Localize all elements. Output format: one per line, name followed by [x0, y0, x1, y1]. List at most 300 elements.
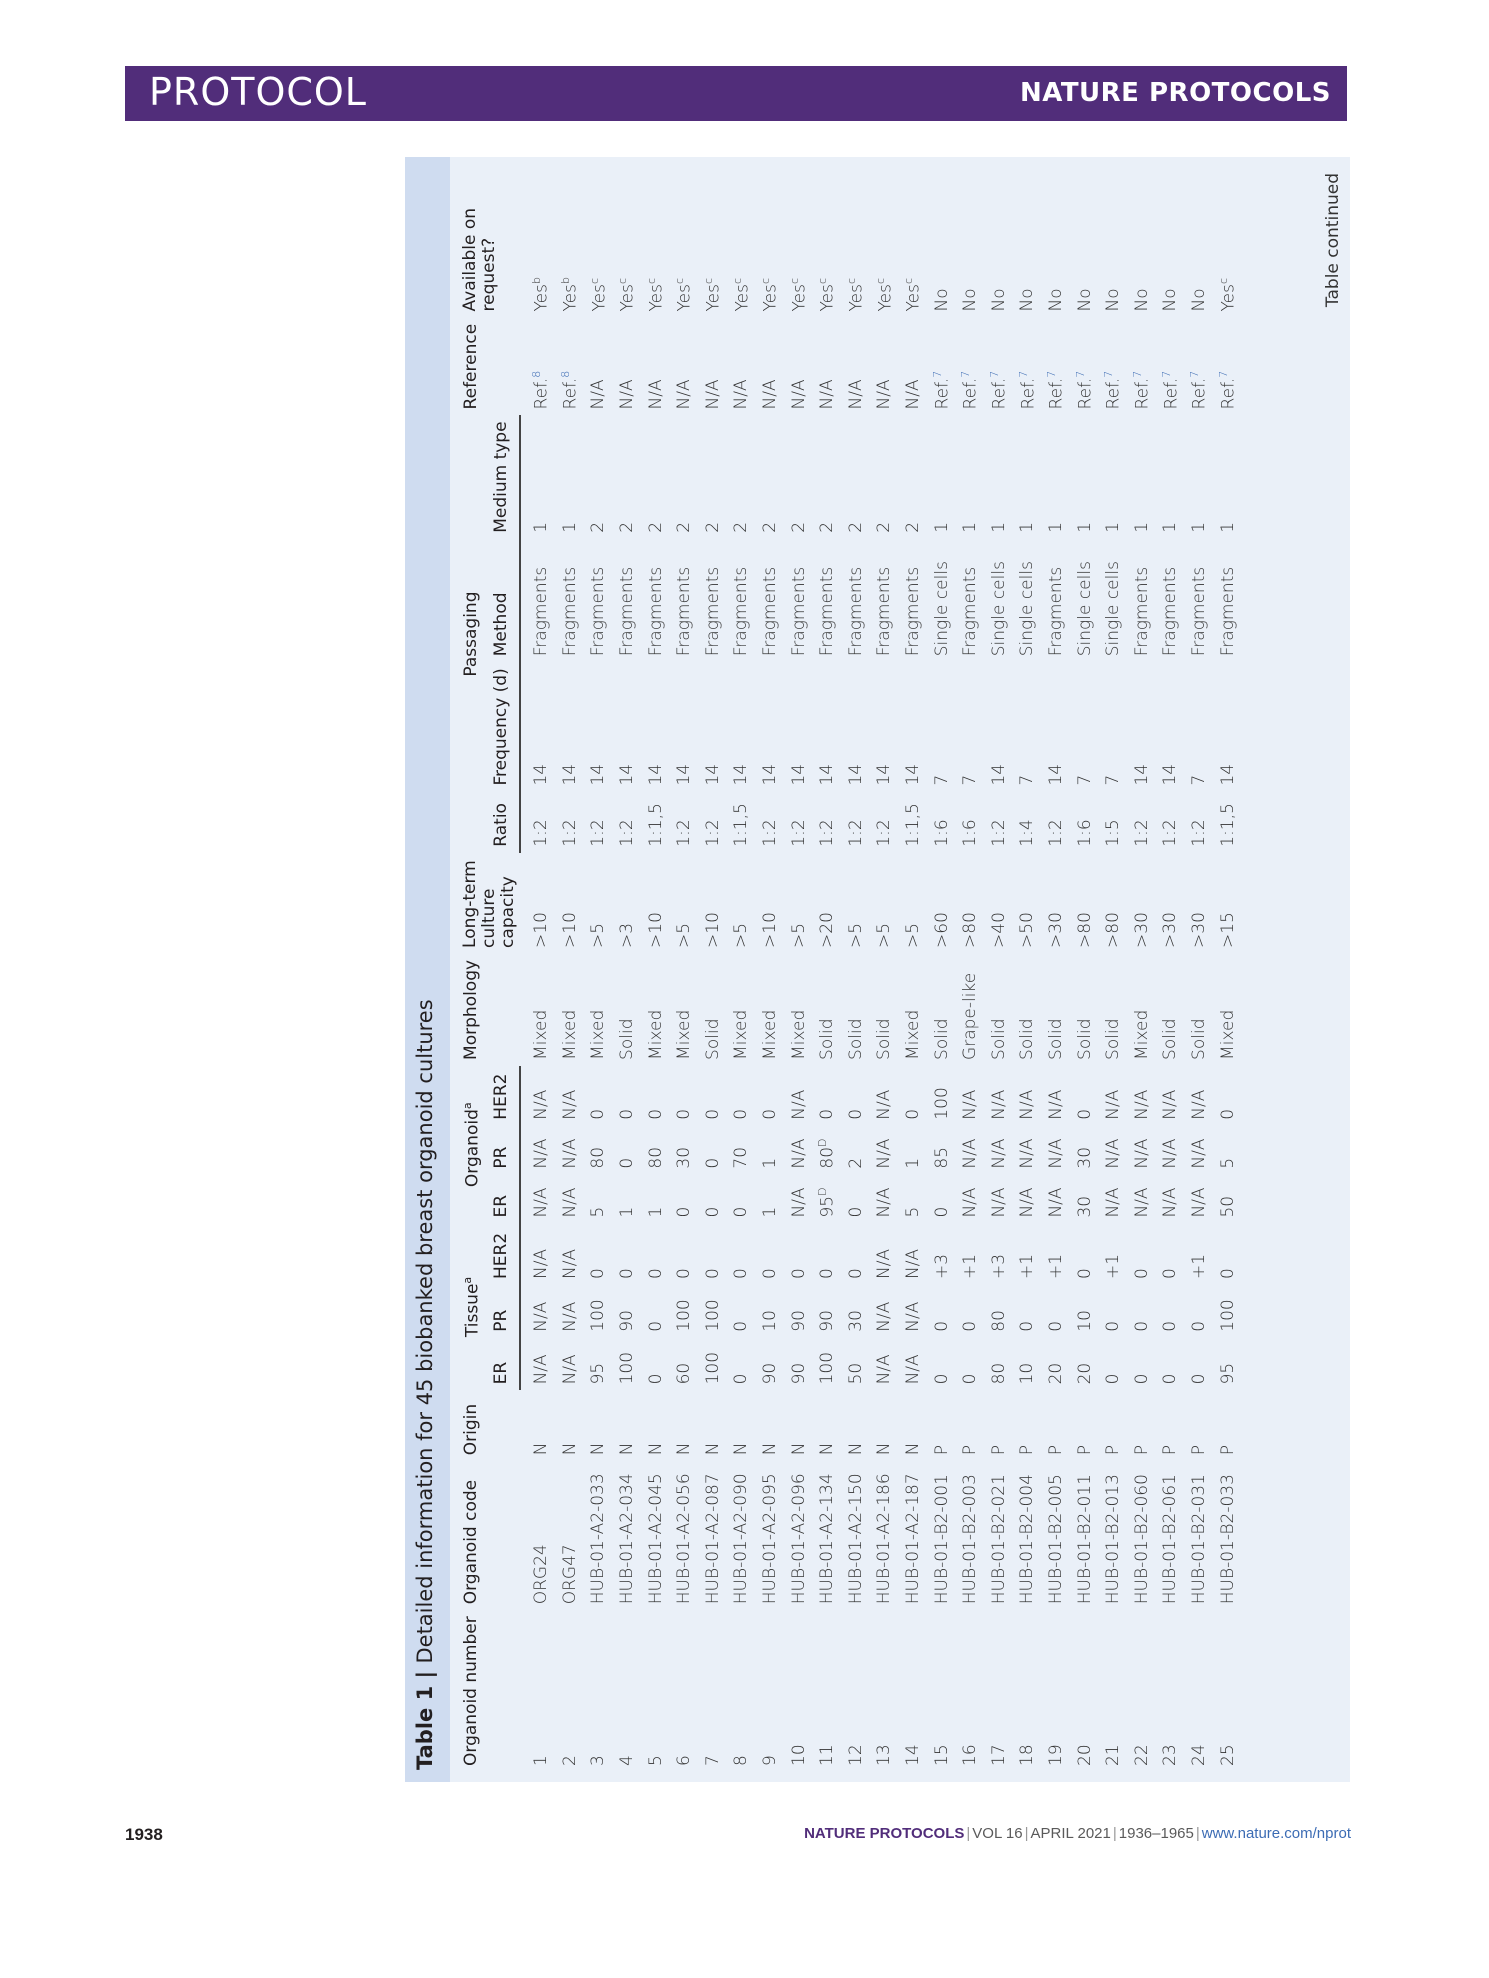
cell-tissue-pr [699, 1285, 728, 1338]
cell-tissue-pr-text: 10 [760, 1310, 781, 1332]
cell-origin [1070, 1390, 1099, 1461]
cell-origin-text: N [788, 1442, 809, 1456]
cell-origin [1156, 1390, 1185, 1461]
cell-organoid-pr [1213, 1126, 1242, 1175]
cell-organoid-pr-text: N/A [874, 1138, 895, 1169]
cell-origin [584, 1390, 613, 1461]
table-row [641, 167, 670, 1772]
cell-morphology [927, 954, 956, 1066]
cell-medium-type [641, 415, 670, 538]
cell-origin [727, 1390, 756, 1461]
cell-organoid-her2 [985, 1066, 1014, 1126]
cell-passaging-ratio-text: 1:5 [1103, 819, 1124, 847]
cell-tissue-her2 [813, 1224, 842, 1285]
cell-available [784, 167, 813, 318]
cell-morphology-text: Solid [874, 1018, 895, 1060]
cell-organoid-code-text: HUB-01-B2-001 [931, 1474, 952, 1605]
cell-origin [1185, 1390, 1214, 1461]
cell-medium-type [556, 415, 585, 538]
cell-passaging-frequency-text: 14 [731, 763, 752, 786]
cell-tissue-her2 [927, 1224, 956, 1285]
cell-passaging-frequency [1127, 662, 1156, 791]
cell-passaging-ratio-text: 1:1,5 [903, 803, 924, 847]
cell-passaging-method-text: Fragments [1131, 566, 1152, 657]
cell-tissue-pr [1042, 1285, 1071, 1338]
cell-tissue-er-text: 95 [588, 1362, 609, 1385]
cell-organoid-code-text: HUB-01-B2-031 [1188, 1474, 1209, 1605]
cell-available [1213, 167, 1242, 318]
cell-origin [927, 1390, 956, 1461]
header-frequency: Frequency (d) [491, 662, 520, 791]
cell-morphology-text: Solid [1045, 1018, 1066, 1060]
cell-passaging-ratio-text: 1:4 [1017, 819, 1038, 847]
cell-passaging-method-text: Fragments [702, 566, 723, 657]
cell-tissue-er-text: 50 [845, 1362, 866, 1385]
cell-passaging-frequency-text: 14 [645, 763, 666, 786]
cell-organoid-code-text: HUB-01-A2-087 [702, 1473, 723, 1605]
cell-organoid-code [870, 1461, 899, 1610]
cell-organoid-pr [613, 1126, 642, 1175]
cell-available-sup: c [759, 277, 773, 285]
table-row [1042, 167, 1071, 1772]
cell-passaging-frequency [756, 662, 785, 791]
cell-tissue-pr [813, 1285, 842, 1338]
cell-organoid-code-text: HUB-01-B2-061 [1160, 1474, 1181, 1605]
table-row [842, 167, 871, 1772]
cell-organoid-her2 [670, 1066, 699, 1126]
cell-tissue-er-text: 100 [702, 1351, 723, 1385]
cell-medium-type-text: 2 [760, 521, 781, 533]
cell-tissue-her2-text: N/A [531, 1248, 552, 1279]
table-panel [405, 157, 1350, 1782]
cell-row-number [613, 1610, 642, 1772]
cell-medium-type-text: 2 [645, 521, 666, 533]
cell-tissue-er-text: 0 [931, 1373, 952, 1385]
cell-organoid-pr-text: N/A [788, 1138, 809, 1169]
header-organoid-pr: PR [491, 1126, 520, 1175]
cell-organoid-er [520, 1175, 556, 1224]
cell-organoid-code [813, 1461, 842, 1610]
cell-reference-text: N/A [702, 379, 723, 410]
cell-organoid-her2 [842, 1066, 871, 1126]
cell-organoid-her2 [1099, 1066, 1128, 1126]
cell-organoid-her2 [584, 1066, 613, 1126]
cell-passaging-frequency [1099, 662, 1128, 791]
cell-passaging-method [813, 539, 842, 662]
cell-row-number [1213, 1610, 1242, 1772]
cell-long-term-capacity-text: >5 [903, 922, 924, 948]
journal-label: NATURE PROTOCOLS [1019, 78, 1331, 108]
cell-reference [1156, 318, 1185, 416]
cell-reference-text: Ref. [1046, 377, 1067, 410]
cell-organoid-er-text: N/A [988, 1187, 1009, 1218]
cell-long-term-capacity-text: >80 [960, 912, 981, 948]
cell-long-term-capacity [641, 853, 670, 954]
cell-organoid-her2 [727, 1066, 756, 1126]
table-row [756, 167, 785, 1772]
cell-organoid-her2 [756, 1066, 785, 1126]
cell-tissue-pr-text: 0 [931, 1320, 952, 1332]
cell-tissue-pr [956, 1285, 985, 1338]
cell-passaging-ratio-text: 1:2 [760, 819, 781, 847]
cell-passaging-method [699, 539, 728, 662]
cell-long-term-capacity [1213, 853, 1242, 954]
cell-passaging-frequency [1070, 662, 1099, 791]
cell-organoid-her2-text: 0 [702, 1108, 723, 1120]
cell-organoid-her2-text: 0 [588, 1108, 609, 1120]
cell-tissue-her2 [1156, 1224, 1185, 1285]
cell-organoid-er-text: N/A [1131, 1187, 1152, 1218]
cell-tissue-er [641, 1338, 670, 1391]
cell-organoid-pr-text: 0 [702, 1157, 723, 1169]
cell-passaging-frequency-text: 7 [1074, 774, 1095, 786]
cell-reference-text: N/A [788, 379, 809, 410]
cell-long-term-capacity [870, 853, 899, 954]
cell-morphology-text: Solid [1188, 1018, 1209, 1060]
cell-reference-text: N/A [617, 379, 638, 410]
cell-passaging-ratio [784, 792, 813, 853]
cell-organoid-code [1127, 1461, 1156, 1610]
cell-passaging-frequency [727, 662, 756, 791]
cell-passaging-method [670, 539, 699, 662]
table-row [1185, 167, 1214, 1772]
cell-organoid-er [899, 1175, 928, 1224]
cell-medium-type [842, 415, 871, 538]
cell-tissue-er [1070, 1338, 1099, 1391]
cell-passaging-ratio [756, 792, 785, 853]
cell-available [520, 167, 556, 318]
cell-row-number-text: 5 [645, 1755, 666, 1766]
cell-organoid-pr-text: N/A [1131, 1138, 1152, 1169]
cell-tissue-pr-text: 0 [1160, 1320, 1181, 1332]
cell-organoid-er [813, 1175, 842, 1224]
cell-tissue-pr-text: 90 [617, 1310, 638, 1332]
cell-medium-type [813, 415, 842, 538]
cell-origin [756, 1390, 785, 1461]
cell-passaging-ratio-text: 1:2 [817, 819, 838, 847]
cell-organoid-er-text: 0 [702, 1206, 723, 1218]
cell-long-term-capacity [1099, 853, 1128, 954]
cell-morphology [870, 954, 899, 1066]
cell-medium-type-text: 2 [788, 521, 809, 533]
cell-organoid-code-text: ORG47 [559, 1544, 580, 1605]
cell-available [641, 167, 670, 318]
cell-reference-sup: 7 [930, 370, 944, 378]
cell-organoid-code [1070, 1461, 1099, 1610]
cell-reference [727, 318, 756, 416]
cell-morphology [1185, 954, 1214, 1066]
cell-passaging-method [956, 539, 985, 662]
table-row [556, 167, 585, 1772]
cell-tissue-pr [985, 1285, 1014, 1338]
cell-origin [784, 1390, 813, 1461]
cell-long-term-capacity-text: >10 [530, 912, 551, 948]
cell-tissue-er [870, 1338, 899, 1391]
cell-available-sup: c [644, 277, 658, 285]
cell-tissue-pr [520, 1285, 556, 1338]
cell-medium-type [520, 415, 556, 538]
cell-organoid-er [556, 1175, 585, 1224]
cell-long-term-capacity-text: >30 [1188, 912, 1209, 948]
cell-passaging-ratio [1185, 792, 1214, 853]
cell-reference-sup: 8 [529, 370, 543, 378]
cell-organoid-pr-text: 80 [818, 1146, 839, 1169]
cell-origin-text: P [1103, 1444, 1124, 1456]
cell-organoid-code [1042, 1461, 1071, 1610]
cell-tissue-er [842, 1338, 871, 1391]
cell-row-number [699, 1610, 728, 1772]
cell-tissue-pr-text: 0 [1103, 1320, 1124, 1332]
cell-organoid-pr [1185, 1126, 1214, 1175]
cell-organoid-her2-text: N/A [531, 1089, 552, 1120]
cell-morphology [727, 954, 756, 1066]
cell-reference-sup: 7 [1216, 370, 1230, 378]
cell-tissue-pr-text: 0 [1017, 1320, 1038, 1332]
cell-reference [842, 318, 871, 416]
cell-passaging-method [613, 539, 642, 662]
cell-available-sup: c [616, 277, 630, 285]
cell-reference [756, 318, 785, 416]
cell-tissue-her2-text: 0 [1160, 1268, 1181, 1279]
cell-passaging-ratio [520, 792, 556, 853]
table-row [1213, 167, 1242, 1772]
cell-tissue-pr-text: N/A [903, 1301, 924, 1332]
cell-available [842, 167, 871, 318]
cell-morphology [1013, 954, 1042, 1066]
cell-organoid-pr [556, 1126, 585, 1175]
cell-passaging-method-text: Fragments [559, 566, 580, 657]
cell-long-term-capacity [520, 853, 556, 954]
cell-passaging-frequency-text: 14 [817, 763, 838, 786]
table-continued-note: Table continued [1323, 173, 1343, 308]
cell-long-term-capacity-text: >15 [1217, 912, 1238, 948]
table-row [670, 167, 699, 1772]
cell-available [1185, 167, 1214, 318]
cell-tissue-pr-text: 100 [1217, 1299, 1238, 1332]
cell-organoid-code-text: HUB-01-A2-090 [731, 1473, 752, 1605]
cell-reference [813, 318, 842, 416]
cell-organoid-code [985, 1461, 1014, 1610]
cell-row-number-text: 11 [817, 1744, 838, 1766]
cell-organoid-er-text: 0 [674, 1206, 695, 1218]
cell-origin-text: N [903, 1442, 924, 1456]
cell-passaging-method [1156, 539, 1185, 662]
cell-organoid-her2 [1185, 1066, 1214, 1126]
table-row [813, 167, 842, 1772]
cell-organoid-pr-text: N/A [1160, 1138, 1181, 1169]
cell-origin-text: N [731, 1442, 752, 1456]
cell-passaging-ratio [813, 792, 842, 853]
cell-origin-text: N [702, 1442, 723, 1456]
cell-tissue-pr [870, 1285, 899, 1338]
cell-passaging-ratio [899, 792, 928, 853]
cell-passaging-frequency [613, 662, 642, 791]
cell-organoid-pr [756, 1126, 785, 1175]
cell-tissue-er [1213, 1338, 1242, 1391]
cell-available [927, 167, 956, 318]
cell-organoid-her2 [699, 1066, 728, 1126]
cell-tissue-er-text: 60 [674, 1362, 695, 1385]
cell-reference-text: Ref. [961, 377, 982, 410]
cell-passaging-frequency [1185, 662, 1214, 791]
cell-tissue-er-text: 20 [1074, 1362, 1095, 1385]
cell-morphology [1213, 954, 1242, 1066]
cell-tissue-pr [670, 1285, 699, 1338]
cell-organoid-her2-text: 100 [931, 1087, 952, 1120]
cell-origin-text: N [845, 1442, 866, 1456]
cell-row-number-text: 25 [1217, 1744, 1238, 1766]
header-organoid-code: Organoid code [461, 1479, 481, 1605]
cell-long-term-capacity-text: >50 [1017, 912, 1038, 948]
cell-medium-type [727, 415, 756, 538]
cell-tissue-pr [756, 1285, 785, 1338]
cell-tissue-pr [1185, 1285, 1214, 1338]
cell-organoid-her2 [870, 1066, 899, 1126]
cell-passaging-method-text: Fragments [903, 566, 924, 657]
cell-tissue-her2-text: 0 [674, 1268, 695, 1279]
table-title-label: Table 1 | [413, 1663, 437, 1770]
cell-reference [1185, 318, 1214, 416]
cell-passaging-frequency-text: 14 [788, 763, 809, 786]
cell-passaging-frequency-text: 7 [1103, 774, 1124, 786]
cell-morphology-text: Grape-like [960, 972, 981, 1060]
cell-organoid-code-text: HUB-01-B2-021 [988, 1474, 1009, 1605]
cell-long-term-capacity-text: >80 [1074, 912, 1095, 948]
cell-passaging-frequency [556, 662, 585, 791]
cell-organoid-her2-text: 0 [645, 1108, 666, 1120]
cell-medium-type-text: 2 [845, 521, 866, 533]
cell-passaging-ratio-text: 1:2 [1188, 819, 1209, 847]
cell-long-term-capacity [613, 853, 642, 954]
cell-long-term-capacity [670, 853, 699, 954]
cell-organoid-er [1185, 1175, 1214, 1224]
cell-long-term-capacity-text: >5 [845, 922, 866, 948]
cell-morphology-text: Mixed [903, 1009, 924, 1060]
cell-tissue-her2-text: 0 [1217, 1268, 1238, 1279]
cell-organoid-pr [870, 1126, 899, 1175]
cell-organoid-pr-text: N/A [1045, 1138, 1066, 1169]
cell-available [1099, 167, 1128, 318]
cell-reference [784, 318, 813, 416]
cell-medium-type [1013, 415, 1042, 538]
cell-row-number [1127, 1610, 1156, 1772]
header-method: Method [491, 539, 520, 662]
cell-organoid-er [699, 1175, 728, 1224]
table-row [870, 167, 899, 1772]
cell-tissue-er [556, 1338, 585, 1391]
cell-origin-text: N [674, 1442, 695, 1456]
cell-tissue-pr [927, 1285, 956, 1338]
cell-tissue-er [1099, 1338, 1128, 1391]
cell-passaging-method-text: Fragments [874, 566, 895, 657]
cell-reference-text: Ref. [1218, 377, 1239, 410]
cell-tissue-er [813, 1338, 842, 1391]
cell-origin [1127, 1390, 1156, 1461]
cell-tissue-her2-text: +1 [1103, 1253, 1124, 1279]
cell-organoid-pr [899, 1126, 928, 1175]
cell-reference-text: N/A [817, 379, 838, 410]
cell-organoid-code [613, 1461, 642, 1610]
cell-tissue-pr [899, 1285, 928, 1338]
header-tissue-er: ER [491, 1338, 520, 1391]
cell-tissue-er [613, 1338, 642, 1391]
cell-reference [670, 318, 699, 416]
cell-tissue-pr [1213, 1285, 1242, 1338]
cell-available-text: No [1017, 288, 1038, 312]
cell-morphology [1042, 954, 1071, 1066]
cell-medium-type-text: 1 [1188, 521, 1209, 533]
cell-tissue-her2-text: 0 [1131, 1268, 1152, 1279]
cell-long-term-capacity-text: >30 [1160, 912, 1181, 948]
cell-organoid-pr [727, 1126, 756, 1175]
cell-tissue-er-text: N/A [559, 1354, 580, 1385]
cell-organoid-er-text: 0 [731, 1206, 752, 1218]
cell-origin-text: N [588, 1442, 609, 1456]
cell-origin-text: P [1160, 1444, 1181, 1456]
cell-medium-type-text: 1 [960, 521, 981, 533]
cell-morphology [784, 954, 813, 1066]
cell-long-term-capacity-text: >30 [1045, 912, 1066, 948]
cell-organoid-her2 [520, 1066, 556, 1126]
cell-tissue-her2 [784, 1224, 813, 1285]
cell-organoid-code-text: ORG24 [530, 1544, 551, 1605]
cell-organoid-code-text: HUB-01-B2-003 [960, 1474, 981, 1605]
footer-url[interactable]: www.nature.com/nprot [1201, 1825, 1351, 1842]
cell-row-number-text: 18 [1017, 1744, 1038, 1766]
cell-organoid-pr-text: 1 [903, 1157, 924, 1169]
cell-passaging-method [1042, 539, 1071, 662]
cell-available-text: No [988, 288, 1009, 312]
cell-medium-type [1213, 415, 1242, 538]
table-body [520, 167, 1242, 1772]
cell-organoid-pr-text: 30 [1074, 1146, 1095, 1169]
cell-tissue-pr-text: 0 [645, 1320, 666, 1332]
cell-organoid-er [870, 1175, 899, 1224]
cell-organoid-er-text: 0 [845, 1206, 866, 1218]
cell-medium-type-text: 1 [1160, 521, 1181, 533]
cell-available-text: Yes [903, 284, 924, 312]
cell-passaging-method [556, 539, 585, 662]
cell-organoid-code-text: HUB-01-A2-150 [845, 1473, 866, 1605]
cell-organoid-her2 [899, 1066, 928, 1126]
cell-organoid-code [899, 1461, 928, 1610]
table-row [727, 167, 756, 1772]
cell-available-text: No [1188, 288, 1209, 312]
cell-tissue-pr [727, 1285, 756, 1338]
cell-available-text: Yes [818, 284, 839, 312]
cell-available-text: Yes [589, 284, 610, 312]
cell-tissue-pr-text: 100 [674, 1299, 695, 1332]
cell-long-term-capacity [699, 853, 728, 954]
cell-organoid-her2 [956, 1066, 985, 1126]
cell-passaging-ratio-text: 1:6 [931, 819, 952, 847]
cell-origin [842, 1390, 871, 1461]
cell-passaging-ratio-text: 1:2 [617, 819, 638, 847]
cell-long-term-capacity-text: >5 [874, 922, 895, 948]
cell-tissue-er-text: 0 [960, 1373, 981, 1385]
cell-morphology [584, 954, 613, 1066]
header-organoid-her2: HER2 [491, 1066, 520, 1126]
header-available: Available on request? [460, 207, 499, 312]
cell-organoid-pr-text: N/A [1188, 1138, 1209, 1169]
cell-long-term-capacity [1013, 853, 1042, 954]
cell-row-number [899, 1610, 928, 1772]
cell-passaging-frequency [842, 662, 871, 791]
cell-row-number-text: 22 [1131, 1744, 1152, 1766]
cell-row-number-text: 13 [874, 1744, 895, 1766]
cell-tissue-pr [1156, 1285, 1185, 1338]
cell-long-term-capacity [1156, 853, 1185, 954]
